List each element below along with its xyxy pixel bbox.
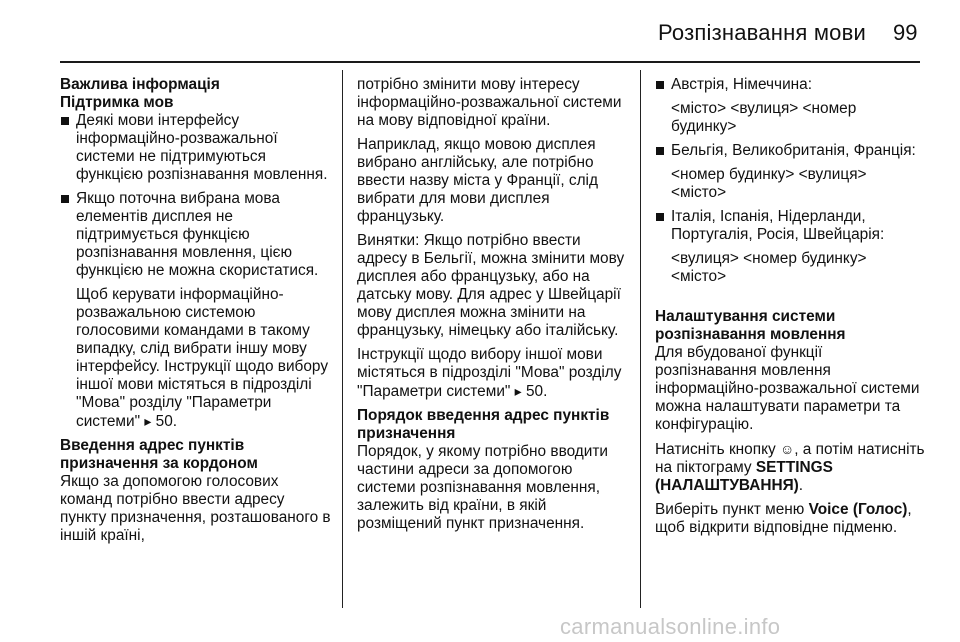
- voice-menu-label: Voice (Голос): [808, 501, 908, 518]
- voice-button-icon: ☺: [779, 441, 795, 457]
- page-title: Розпізнавання мови: [658, 20, 866, 45]
- bullet-list: [60, 112, 332, 280]
- paragraph: Винятки: Якщо потрібно ввести адресу в Бельгії, можна змінити мову дисплея або французьку, або на датську мову. Для адрес у Швейцарії мову дисплея можна змінити на французьку, німецьку або італійську.: [357, 232, 625, 339]
- page-number: 99: [893, 20, 918, 45]
- list-item: Бельгія, Великобританія, Франція: <номер будинку> <вулиця> <місто>: [655, 142, 925, 202]
- paragraph: Наприклад, якщо мовою дисплея вибрано англійську, але потрібно ввести назву міста у Франції, слід вибрати для мови дисплея французьку.: [357, 136, 598, 225]
- subsection-heading: Налаштування системи розпізнавання мовлення: [655, 308, 846, 343]
- column-divider-1: [342, 70, 343, 608]
- page-reference: 50.: [525, 383, 548, 400]
- column-3: [655, 76, 925, 537]
- address-format: <номер будинку> <вулиця> <місто>: [671, 166, 867, 201]
- paragraph: Для вбудованої функції розпізнавання мовлення інформаційно-розважальної системи можна налаштувати параметри та конфігурацію.: [655, 344, 920, 433]
- subsection-heading: Введення адрес пунктів призначення за кордоном: [60, 437, 258, 472]
- settings-label: SETTINGS (НАЛАШТУВАННЯ): [655, 459, 833, 494]
- subsection-heading: Підтримка мов: [60, 94, 174, 111]
- list-item: Італія, Іспанія, Нідерланди, Португалія, Росія, Швейцарія: <вулиця> <номер будинку> <місто>: [655, 208, 925, 286]
- bullet-list: [655, 76, 925, 286]
- paragraph: Інструкції щодо вибору іншої мови містяться в підрозділі "Мова" розділу "Параметри системи" ▸ 50.: [357, 346, 622, 400]
- paragraph: Якщо за допомогою голосових команд потрібно ввести адресу пункту призначення, розташованого в іншій країні,: [60, 473, 331, 544]
- header-rule: [60, 61, 920, 63]
- page-reference-icon: ▸: [144, 413, 152, 429]
- watermark: carmanualsonline.info: [560, 614, 781, 639]
- column-1: [60, 76, 332, 545]
- paragraph: Натисніть кнопку ☺, а потім натисніть на піктограму SETTINGS (НАЛАШТУВАННЯ).: [655, 441, 925, 494]
- column-divider-2: [640, 70, 641, 608]
- list-item: Австрія, Німеччина: <місто> <вулиця> <номер будинку>: [655, 76, 925, 136]
- paragraph: Виберіть пункт меню Voice (Голос), щоб відкрити відповідне підменю.: [655, 501, 912, 536]
- page-header: [0, 0, 960, 62]
- column-2: [357, 76, 629, 533]
- paragraph: Порядок, у якому потрібно вводити частини адреси за допомогою системи розпізнавання мовлення, залежить від країни, в якій розміщений пункт призначення.: [357, 443, 609, 532]
- list-item: Якщо поточна вибрана мова елементів дисплея не підтримується функцією розпізнавання мовлення, цією функцією не можна скористатися.: [60, 190, 332, 280]
- list-item: Деякі мови інтерфейсу інформаційно-розважальної системи не підтримуються функцією розпізнавання мовлення.: [60, 112, 332, 184]
- address-format: <місто> <вулиця> <номер будинку>: [671, 100, 857, 135]
- paragraph: Щоб керувати інформаційно-розважальною системою голосовими командами в такому випадку, слід вибрати іншу мову інтерфейсу. Інструкції щодо вибору іншої мови містяться в підрозділі "Мова" розділу "Параметри системи" ▸ 50.: [76, 286, 329, 430]
- page-reference: 50.: [155, 413, 178, 430]
- subsection-heading: Порядок введення адрес пунктів призначення: [357, 407, 610, 442]
- paragraph: потрібно змінити мову інтересу інформаційно-розважальної системи на мову відповідної країни.: [357, 76, 622, 129]
- page-reference-icon: ▸: [514, 383, 522, 399]
- address-format: <вулиця> <номер будинку> <місто>: [671, 250, 867, 285]
- section-heading: Важлива інформація: [60, 76, 220, 93]
